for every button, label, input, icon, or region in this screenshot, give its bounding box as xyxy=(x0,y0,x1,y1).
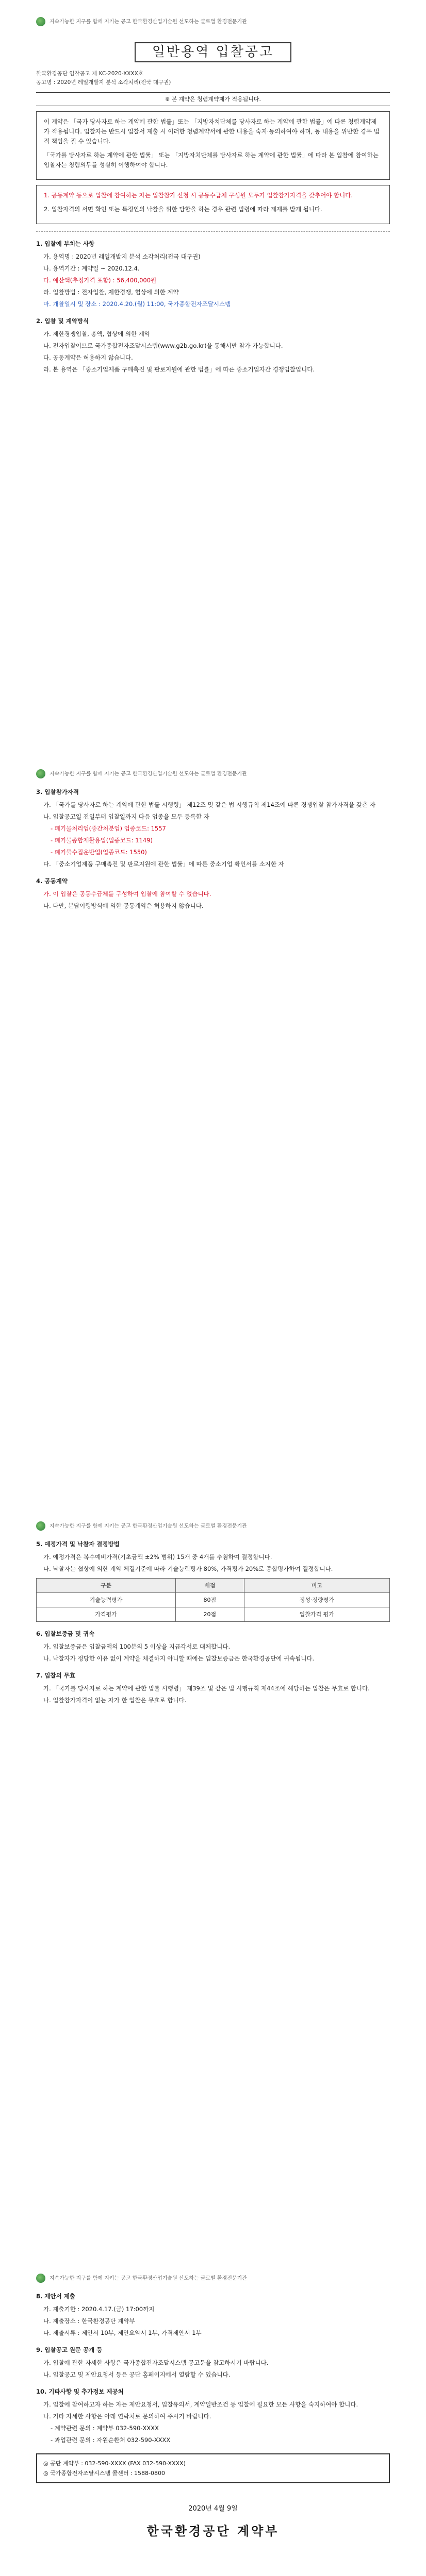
intro-box xyxy=(36,111,390,180)
note-item: 2. 입찰자격의 서면 확인 또는 특정인의 낙찰을 위한 담합을 하는 경우 관련 법령에 따라 제재를 받게 됩니다. xyxy=(44,206,322,213)
table-cell: 가격평가 xyxy=(37,1607,176,1622)
page-gap xyxy=(0,1453,426,1504)
section-sub-line: - 폐기물처리업(중간처분업) 업종코드: 1557 xyxy=(51,825,166,832)
section-line: 가. 입찰에 관한 자세한 사항은 국가종합전자조달시스템 공고문을 참고하시기 바랍니다. xyxy=(43,2359,269,2366)
evaluation-table xyxy=(36,1578,390,1622)
section-line: 가. 입찰에 참여하고자 하는 자는 제안요청서, 입찰유의서, 계약일반조건 등 입찰에 필요한 모든 사항을 숙지하여야 합니다. xyxy=(43,2401,358,2408)
note-item: 1. 공동계약 등으로 입찰에 참여하는 자는 입찰참가 신청 시 공동수급체 구성원 모두가 입찰참가자격을 갖추어야 합니다. xyxy=(44,192,353,199)
section-heading: 9. 입찰공고 원문 공개 등 xyxy=(36,2346,103,2353)
section-divider xyxy=(36,231,390,232)
notice-meta xyxy=(36,70,390,87)
table-row xyxy=(37,1607,390,1622)
section-sub-line: - 폐기물수집운반업(업종코드: 1550) xyxy=(51,849,147,856)
section-line: 나. 입찰공고 및 제안요청서 등은 공단 홈페이지에서 열람할 수 있습니다. xyxy=(43,2371,231,2378)
notes-box xyxy=(36,185,390,224)
section-line: 가. 용역명 : 2020년 레일개발지 분석 소각처리(전국 대구권) xyxy=(43,253,201,260)
banner-text: 지속가능한 지구를 함께 지키는 공고 한국환경산업기술원 선도하는 글로벌 환경전문기관 xyxy=(50,1523,247,1529)
agency-logo-icon xyxy=(36,769,45,778)
section-heading: 3. 입찰참가자격 xyxy=(36,788,79,795)
table-header-cell: 구분 xyxy=(37,1579,176,1593)
agency-logo-icon xyxy=(36,1521,45,1531)
section-sub-line: - 계약관련 문의 : 계약부 032-590-XXXX xyxy=(51,2425,159,2432)
section-heading: 1. 입찰에 부치는 사항 xyxy=(36,240,95,247)
section-line: 나. 낙찰자가 정당한 이유 없이 계약을 체결하지 아니할 때에는 입찰보증금은 한국환경공단에 귀속됩니다. xyxy=(43,1655,315,1662)
section-line: 나. 기타 자세한 사항은 아래 연락처로 문의하여 주시기 바랍니다. xyxy=(43,2413,211,2420)
section-heading: 8. 제안서 제출 xyxy=(36,2293,75,2300)
contact-line: ◎ 공단 계약부 : 032-590-XXXX (FAX 032-590-XXXX) xyxy=(43,2460,186,2467)
table-row xyxy=(37,1593,390,1607)
page-gap xyxy=(0,2205,426,2257)
section-line: 다. 공동계약은 허용하지 않습니다. xyxy=(43,354,133,361)
section-line: 가. 제한경쟁입찰, 총액, 협상에 의한 계약 xyxy=(43,330,150,337)
section-sub-line: - 과업관련 문의 : 자원순환처 032-590-XXXX xyxy=(51,2436,171,2444)
contact-line: ◎ 국가종합전자조달시스템 콜센터 : 1588-0800 xyxy=(43,2470,166,2477)
section-line: 나. 전자입찰이므로 국가종합전자조달시스템(www.g2b.go.kr)을 통해서만 참가 가능합니다. xyxy=(43,342,283,349)
section-line: 마. 개찰일시 및 장소 : 2020.4.20.(월) 11:00, 국가종합전자조달시스템 xyxy=(43,300,231,308)
section-line: 다. 제출서류 : 제안서 10부, 제안요약서 1부, 가격제안서 1부 xyxy=(43,2329,202,2336)
section-line: 나. 용역기간 : 계약일 ~ 2020.12.4. xyxy=(43,265,140,272)
integrity-notice: ※ 본 계약은 청렴계약제가 적용됩니다. xyxy=(36,92,390,106)
banner-text: 지속가능한 지구를 함께 지키는 공고 한국환경산업기술원 선도하는 글로벌 환경전문기관 xyxy=(50,2275,247,2281)
notice-name: 공고명 : 2020년 레일개발지 분석 소각처리(전국 대구권) xyxy=(36,79,171,86)
section-line: 나. 제출장소 : 한국환경공단 계약부 xyxy=(43,2317,135,2325)
section-line: 나. 낙찰자는 협상에 의한 계약 체결기준에 따라 기술능력평가 80%, 가격평가 20%로 종합평가하여 결정합니다. xyxy=(43,1565,333,1572)
intro-paragraph: 이 계약은 「국가 당사자로 하는 계약에 관한 법률」또는 「지방자치단체를 당사자로 하는 계약에 관한 법률」에 따른 청렴계약제가 적용됩니다. 입찰자는 반드시 입찰서 제출 시 이러한 청렴계약서에 관한 내용을 숙지·동의하여야 하며, 동 내용을 위반한 경우 법적 책임을 질 수 있습니다. xyxy=(44,118,380,145)
issuing-organization: 한국환경공단 계약부 xyxy=(146,2523,280,2538)
section-line: 가. 「국가를 당사자로 하는 계약에 관한 법률 시행령」 제39조 및 같은 법 시행규칙 제44조에 해당하는 입찰은 무효로 합니다. xyxy=(43,1685,370,1692)
agency-logo-icon xyxy=(36,2274,45,2283)
table-header-cell: 비고 xyxy=(244,1579,389,1593)
contact-box xyxy=(36,2453,390,2483)
table-cell: 80점 xyxy=(176,1593,244,1607)
page-header-banner xyxy=(36,1520,390,1532)
section-heading: 10. 기타사항 및 추가정보 제공처 xyxy=(36,2388,124,2395)
document-page-3 xyxy=(0,1504,426,2205)
document-page-1 xyxy=(0,0,426,701)
page-header-banner xyxy=(36,2272,390,2284)
section-line: 나. 다만, 분담이행방식에 의한 공동계약은 허용하지 않습니다. xyxy=(43,902,204,909)
section-line: 가. 예정가격은 복수예비가격(기초금액 ±2% 범위) 15개 중 4개를 추첨하여 결정합니다. xyxy=(43,1553,272,1561)
document-page-2 xyxy=(0,752,426,1453)
section-heading: 6. 입찰보증금 및 귀속 xyxy=(36,1630,95,1637)
notice-number: 한국환경공단 입찰공고 제 KC-2020-XXXX호 xyxy=(36,71,143,77)
table-cell: 20점 xyxy=(176,1607,244,1622)
page-title: 일반용역 입찰공고 xyxy=(135,42,291,62)
section-line: 가. 입찰보증금은 입찰금액의 100분의 5 이상을 지급각서로 대체합니다. xyxy=(43,1643,231,1650)
section-line: 가. 「국가를 당사자로 하는 계약에 관한 법률 시행령」 제12조 및 같은 법 시행규칙 제14조에 따른 경쟁입찰 참가자격을 갖춘 자 xyxy=(43,801,375,808)
agency-logo-icon xyxy=(36,17,45,26)
table-header-cell: 배점 xyxy=(176,1579,244,1593)
section-line: 나. 입찰공고일 전일부터 입찰일까지 다음 업종을 모두 등록한 자 xyxy=(43,813,209,820)
section-line: 나. 입찰참가자격이 없는 자가 한 입찰은 무효로 합니다. xyxy=(43,1697,187,1704)
section-line: 가. 제출기한 : 2020.4.17.(금) 17:00까지 xyxy=(43,2306,155,2313)
table-cell: 입찰가격 평가 xyxy=(244,1607,389,1622)
section-heading: 5. 예정가격 및 낙찰자 결정방법 xyxy=(36,1540,120,1548)
banner-text: 지속가능한 지구를 함께 지키는 공고 한국환경산업기술원 선도하는 글로벌 환경전문기관 xyxy=(50,771,247,777)
section-heading: 2. 입찰 및 계약방식 xyxy=(36,317,89,325)
banner-text: 지속가능한 지구를 함께 지키는 공고 한국환경산업기술원 선도하는 글로벌 환경전문기관 xyxy=(50,19,247,25)
table-cell: 기술능력평가 xyxy=(37,1593,176,1607)
section-heading: 4. 공동계약 xyxy=(36,877,68,885)
page-header-banner xyxy=(36,15,390,28)
section-line: 라. 입찰방법 : 전자입찰, 제한경쟁, 협상에 의한 계약 xyxy=(43,289,179,296)
page-gap xyxy=(0,701,426,752)
section-line: 다. 「중소기업제품 구매촉진 및 판로지원에 관한 법률」에 따른 중소기업 확인서를 소지한 자 xyxy=(43,860,284,868)
table-cell: 정성·정량평가 xyxy=(244,1593,389,1607)
section-heading: 7. 입찰의 무효 xyxy=(36,1672,75,1679)
section-line: 라. 본 용역은 「중소기업제품 구매촉진 및 판로지원에 관한 법률」에 따른 중소기업자간 경쟁입찰입니다. xyxy=(43,366,315,373)
intro-paragraph: 「국가를 당사자로 하는 계약에 관한 법률」 또는 「지방자치단체를 당사자로 하는 계약에 관한 법률」에 따라 본 입찰에 참여하는 입찰자는 청렴의무를 성실히 이행하여야 합니다. xyxy=(44,151,379,168)
table-header-row xyxy=(37,1579,390,1593)
notice-date: 2020년 4월 9일 xyxy=(188,2505,238,2513)
section-line: 다. 예산액(추정가격 포함) : 56,400,000원 xyxy=(43,277,157,284)
section-line: 가. 이 입찰은 공동수급체를 구성하여 입찰에 참여할 수 없습니다. xyxy=(43,890,211,897)
document-page-4 xyxy=(0,2257,426,2576)
page-header-banner xyxy=(36,768,390,780)
section-sub-line: - 폐기물종합재활용업(업종코드: 1149) xyxy=(51,837,153,844)
